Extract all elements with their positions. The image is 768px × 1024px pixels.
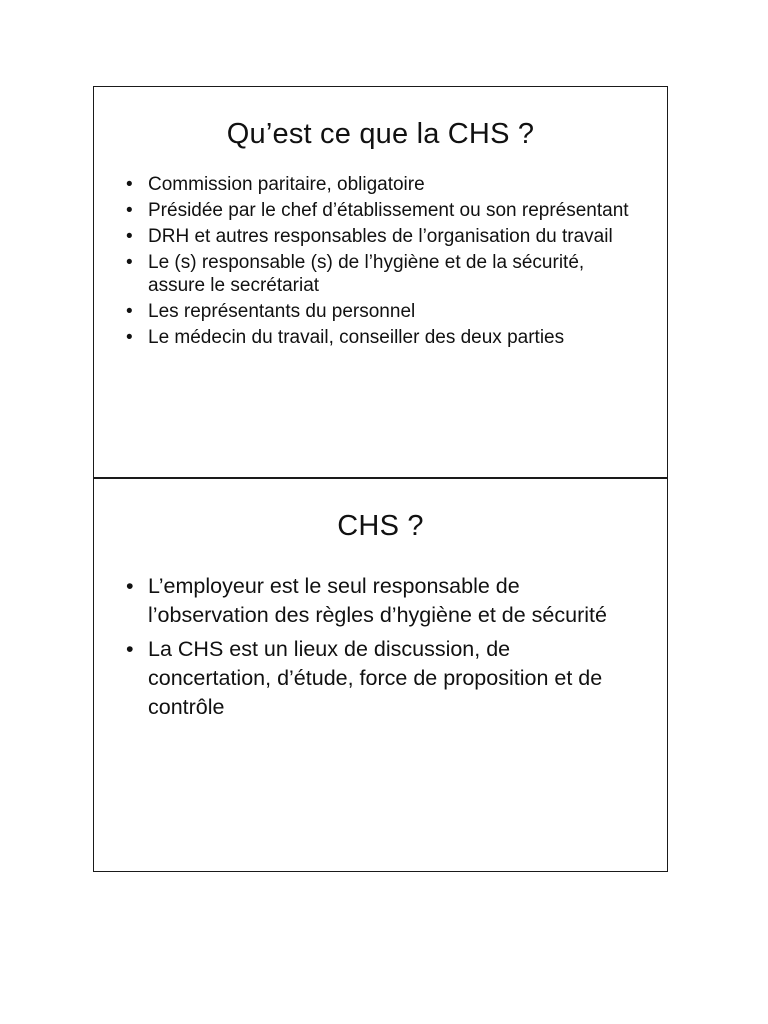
bullet-text: Les représentants du personnel [148, 301, 416, 322]
bullet-list [126, 572, 637, 722]
bullet-text: DRH et autres responsables de l’organisation du travail [148, 226, 613, 247]
slide-title: CHS ? [337, 510, 424, 542]
bullet-list [126, 173, 637, 349]
bullet-item [126, 635, 637, 722]
slide-title: Qu’est ce que la CHS ? [226, 118, 535, 150]
bullet-text: Le (s) responsable (s) de l’hygiène et de la sécurité, assure le secrétariat [148, 252, 585, 296]
bullet-text: La CHS est un lieux de discussion, de concertation, d’étude, force de proposition et de contrôle [148, 637, 603, 719]
bullet-icon: • [126, 200, 133, 221]
slide-2 [93, 478, 668, 872]
bullet-item [126, 173, 637, 196]
slide-1 [93, 86, 668, 478]
bullet-text: Le médecin du travail, conseiller des deux parties [148, 327, 565, 348]
bullet-item [126, 251, 637, 297]
bullet-text: Présidée par le chef d’établissement ou son représentant [148, 200, 629, 221]
bullet-icon: • [126, 226, 133, 247]
bullet-text: Commission paritaire, obligatoire [148, 174, 425, 195]
bullet-icon: • [126, 301, 133, 322]
bullet-item [126, 326, 637, 349]
bullet-item [126, 572, 637, 630]
bullet-icon: • [126, 574, 134, 598]
bullet-item [126, 199, 637, 222]
bullet-icon: • [126, 637, 134, 661]
bullet-item [126, 300, 637, 323]
bullet-icon: • [126, 327, 133, 348]
bullet-icon: • [126, 174, 133, 195]
bullet-text: L’employeur est le seul responsable de l’observation des règles d’hygiène et de sécurité [148, 574, 607, 627]
bullet-icon: • [126, 252, 133, 273]
bullet-item [126, 225, 637, 248]
